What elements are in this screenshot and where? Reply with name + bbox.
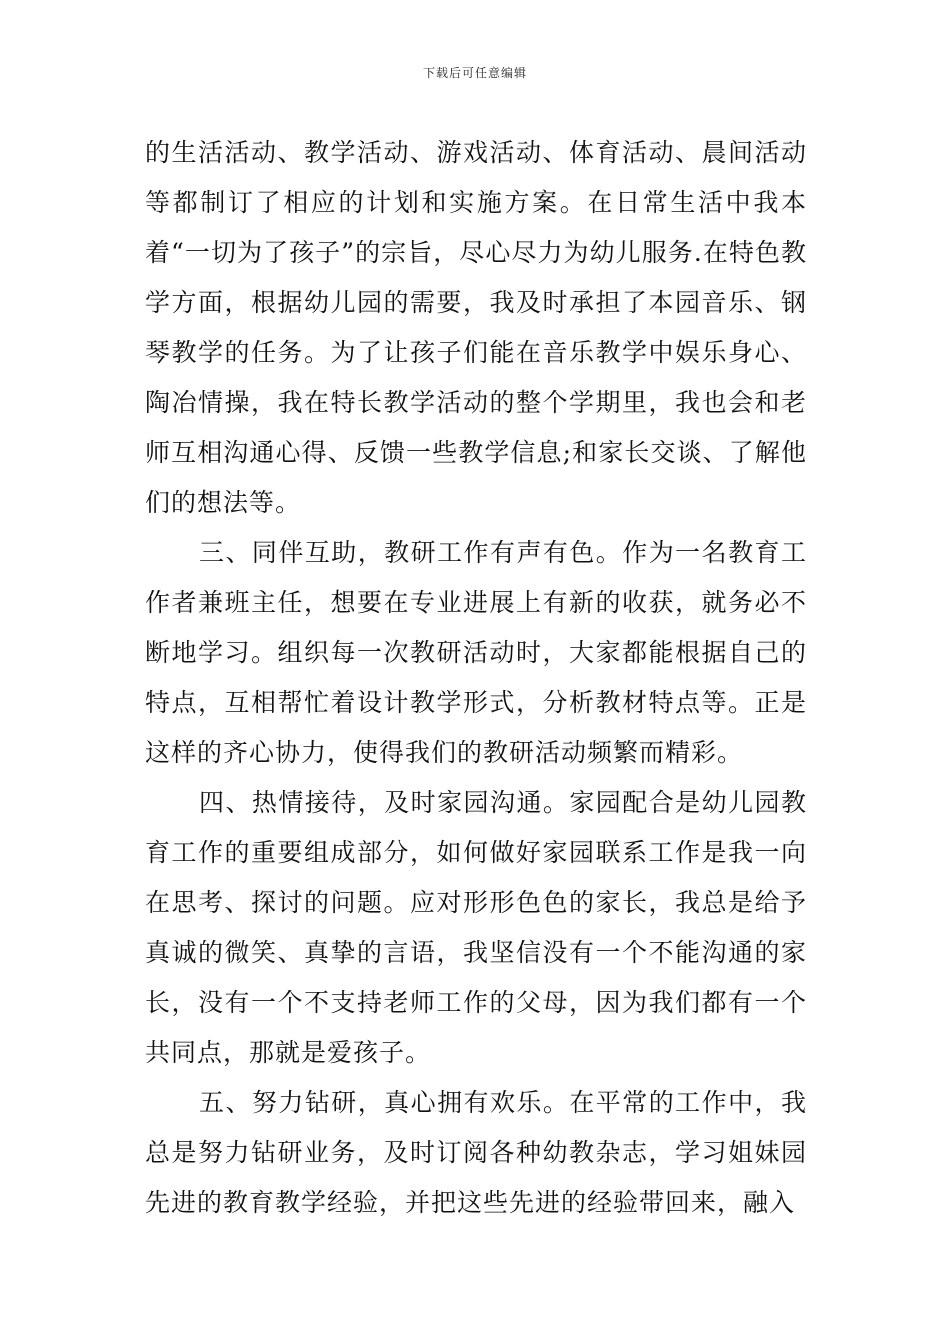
document-body [145,128,807,1228]
paragraph-continued: 的生活活动、教学活动、游戏活动、体育活动、晨间活动等都制订了相应的计划和实施方案。在日常生活中我本着“一切为了孩子”的宗旨，尽心尽力为幼儿服务.在特色教学方面，根据幼儿园的需要，我及时承担了本园音乐、钢琴教学的任务。为了让孩子们能在音乐教学中娱乐身心、陶冶情操，我在特长教学活动的整个学期里，我也会和老师互相沟通心得、反馈一些教学信息;和家长交谈、了解他们的想法等。 [145,138,807,517]
paragraph-section-five: 五、努力钻研，真心拥有欢乐。在平常的工作中，我总是努力钻研业务，及时订阅各种幼教杂志，学习姐妹园先进的教育教学经验，并把这些先进的经验带回来，融入 [145,1088,807,1217]
page-header: 下载后可任意编辑 [422,66,527,80]
paragraph-section-four: 四、热情接待，及时家园沟通。家园配合是幼儿园教育工作的重要组成部分，如何做好家园联系工作是我一向在思考、探讨的问题。应对形形色色的家长，我总是给予真诚的微笑、真挚的言语，我坚信没有一个不能沟通的家长，没有一个不支持老师工作的父母，因为我们都有一个共同点，那就是爱孩子。 [145,788,807,1067]
paragraph-section-three: 三、同伴互助，教研工作有声有色。作为一名教育工作者兼班主任，想要在专业进展上有新的收获，就务必不断地学习。组织每一次教研活动时，大家都能根据自己的特点，互相帮忙着设计教学形式，分析教材特点等。正是这样的齐心协力，使得我们的教研活动频繁而精彩。 [145,538,807,767]
